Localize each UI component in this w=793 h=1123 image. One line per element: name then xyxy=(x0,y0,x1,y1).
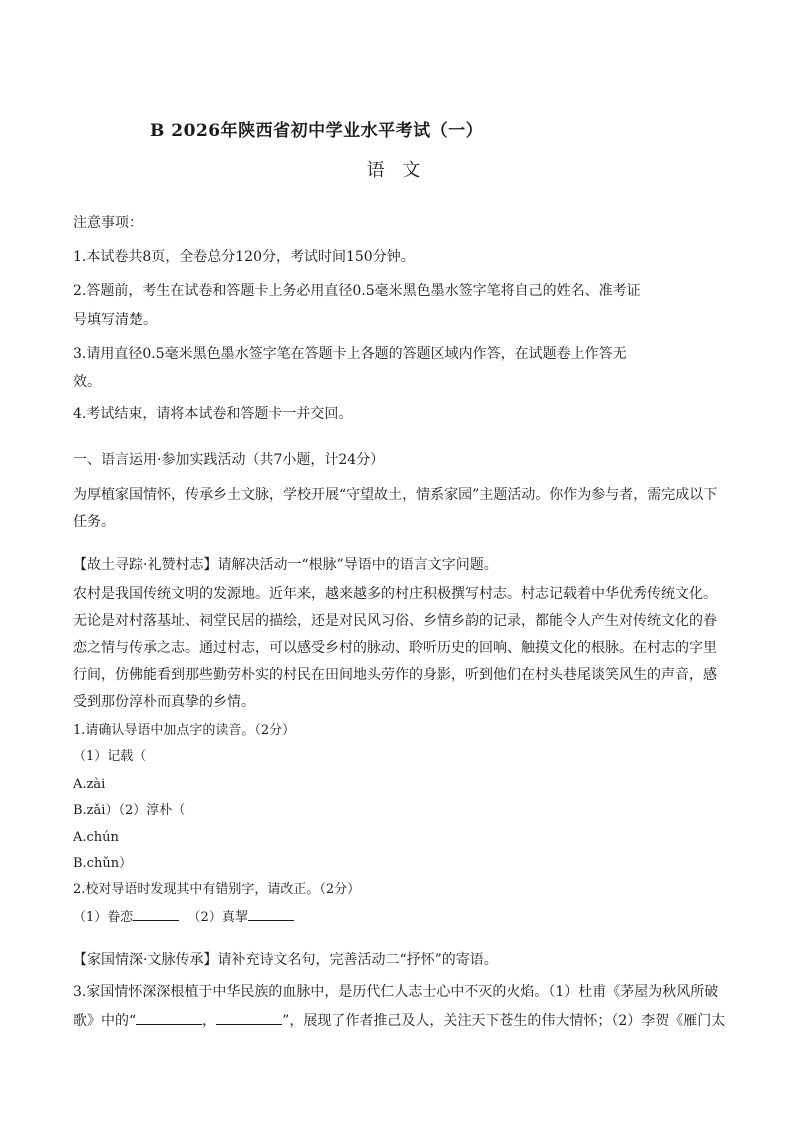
q1-option-a1: A.zài xyxy=(73,777,106,792)
q2-part1-label: （1）眷恋 xyxy=(73,910,134,925)
section1-intro-line2: 任务。 xyxy=(73,514,115,530)
q1-option-a2: A.chún xyxy=(73,830,119,845)
q2-answer-blank-2[interactable] xyxy=(248,908,294,921)
q2-part2-label: （2）真挈 xyxy=(187,910,248,925)
exam-subject xyxy=(0,156,793,182)
activity1-para-line3: 恋之情与传承之志。通过村志，可以感受乡村的脉动、聆听历史的回响、触摸文化的根脉。在村志的字里 xyxy=(73,640,717,656)
activity1-para-line4: 行间，仿佛能看到那些勤劳朴实的村民在田间地头劳作的身影，听到他们在村头巷尾谈笑风生的声音，感 xyxy=(73,667,717,683)
q1-option-b2: B.chǔn） xyxy=(73,856,133,871)
notice-item-2-line2: 号填写清楚。 xyxy=(73,312,157,328)
activity1-para-line5: 受到那份淳朴而真挚的乡情。 xyxy=(73,694,255,710)
q1-option-b1-part2: B.zǎi）（2）淳朴（ xyxy=(73,803,186,818)
notice-item-3-line2: 效。 xyxy=(73,374,101,390)
activity1-heading: 【故土寻踪·礼赞村志】请解决活动一“根脉”导语中的语言文字问题。 xyxy=(73,557,498,573)
q3-answer-blank-1[interactable] xyxy=(136,1012,202,1025)
q3-line2 xyxy=(73,1012,725,1030)
notice-item-2-line1: 2.答题前，考生在试卷和答题卡上务必用直径0.5毫米黑色墨水签字笔将自己的姓名、准考证 xyxy=(73,283,641,299)
q3-line1: 3.家国情怀深深根植于中华民族的血脉中，是历代仁人志士心中不灭的火焰。（1）杜甫《茅屋为秋风所破 xyxy=(73,984,719,1000)
exam-title: B 2026年陕西省初中学业水平考试（一） xyxy=(150,121,484,141)
section1-intro-line1: 为厚植家国情怀，传承乡土文脉，学校开展“守望故土，情系家园”主题活动。你作为参与者，需完成以下 xyxy=(73,487,718,503)
activity2-heading: 【家国情深·文脉传承】请补充诗文名句，完善活动二“抒怀”的寄语。 xyxy=(73,952,498,968)
q3-line2-prefix: 歌》中的“ xyxy=(73,1013,137,1029)
notice-heading: 注意事项： xyxy=(73,215,143,231)
notice-item-3-line1: 3.请用直径0.5毫米黑色墨水签字笔在答题卡上各题的答题区域内作答，在试题卷上作答无 xyxy=(73,346,627,362)
activity1-para-line1: 农村是我国传统文明的发源地。近年来，越来越多的村庄积极撰写村志。村志记载着中华优秀传统文化。 xyxy=(73,586,717,602)
q2-answer-blank-1[interactable] xyxy=(133,908,179,921)
section1-heading: 一、语言运用·参加实践活动（共7小题，计24分） xyxy=(73,452,385,468)
q2-stem: 2.校对导语时发现其中有错别字，请改正。（2分） xyxy=(73,882,361,897)
notice-item-4: 4.考试结束，请将本试卷和答题卡一并交回。 xyxy=(73,406,353,422)
q2-parts xyxy=(73,908,725,927)
q1-stem: 1.请确认导语中加点字的读音。（2分） xyxy=(73,723,296,738)
q3-line2-suffix: ”，展现了作者推己及人，关注天下苍生的伟大情怀；（2）李贺《雁门太 xyxy=(282,1013,725,1029)
notice-item-1: 1.本试卷共8页，全卷总分120分，考试时间150分钟。 xyxy=(73,249,415,265)
activity1-para-line2: 无论是对村落基址、祠堂民居的描绘，还是对民风习俗、乡情乡韵的记录，都能令人产生对传统文化的眷 xyxy=(73,613,717,629)
q1-part1: （1）记载（ xyxy=(73,749,147,764)
q3-line2-separator: ， xyxy=(202,1013,217,1029)
subject-text: 语 文 xyxy=(366,160,427,181)
q3-answer-blank-2[interactable] xyxy=(216,1012,282,1025)
